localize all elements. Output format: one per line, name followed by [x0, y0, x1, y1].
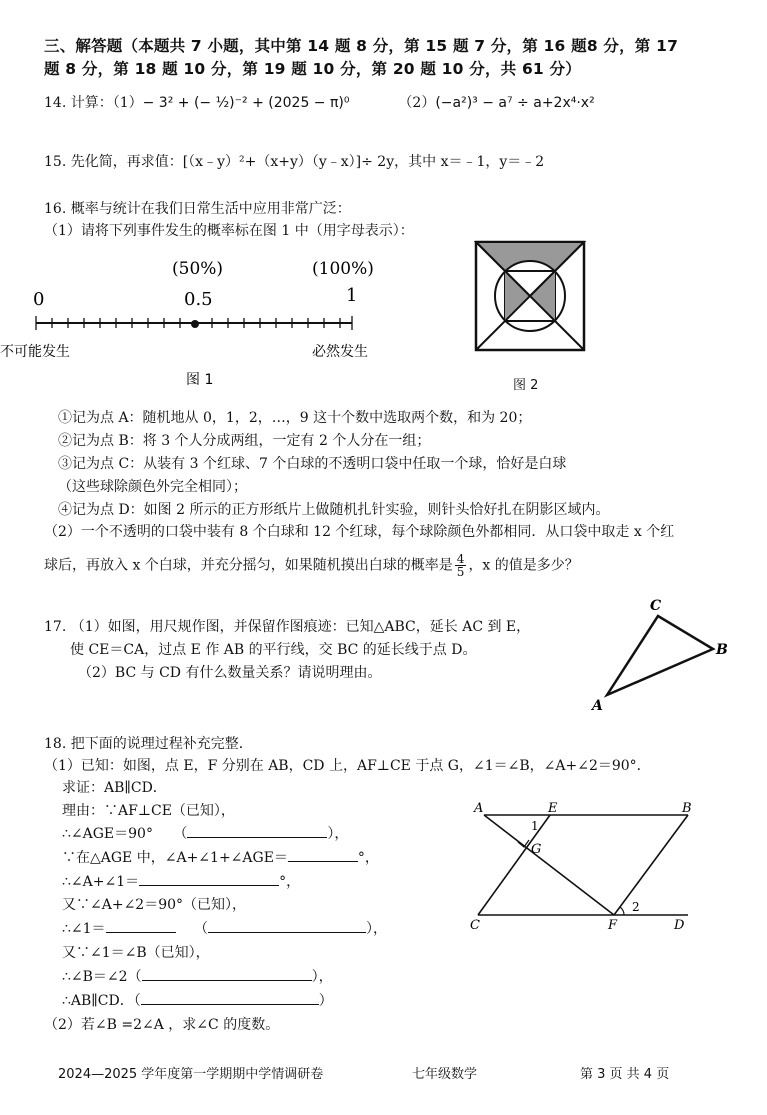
step1-open: （ — [173, 826, 188, 842]
q16-intro: 16. 概率与统计在我们日常生活中应用非常广泛： — [44, 201, 351, 217]
q14 — [44, 92, 595, 112]
fig1-caption: 图 1 — [186, 372, 214, 388]
section-heading-line2: 题 8 分，第 18 题 10 分，第 19 题 10 分，第 20 题 10 分，共 61 分） — [44, 60, 581, 78]
step5-text: ∴∠1＝ — [62, 921, 106, 937]
q16-item-C: ③记为点 C：从装有 3 个红球、7 个白球的不透明口袋中任取一个球，恰好是白球 — [58, 456, 567, 472]
q18-step7 — [62, 966, 333, 986]
caption-certain: 必然发生 — [312, 344, 368, 360]
segment-fb — [614, 815, 688, 915]
q18-step5 — [62, 918, 387, 938]
q18-step8 — [62, 990, 333, 1010]
blank-step1[interactable] — [187, 823, 327, 838]
step5-open: （ — [194, 921, 208, 937]
q17-line3: （2）BC 与 CD 有什么数量关系？请说明理由。 — [78, 665, 382, 681]
triangle-abc-figure — [586, 594, 736, 718]
fig2-caption: 图 2 — [513, 378, 539, 393]
q16-part2-line2 — [44, 553, 579, 578]
fraction-numerator: 4 — [456, 552, 465, 566]
q15-text: 15. 先化简，再求值：[（x﹣y）²+（x+y）（y﹣x）]÷ 2y，其中 x＝﹣1，y＝﹣2 — [44, 154, 545, 170]
tick-label-05: 0.5 — [184, 289, 213, 310]
figure-2-square — [474, 240, 586, 352]
blank-step5b[interactable] — [208, 918, 366, 933]
half-point-dot — [191, 320, 199, 328]
step2-text: ∵在△AGE 中，∠A+∠1+∠AGE＝ — [62, 850, 288, 866]
fig-label-E: E — [548, 801, 558, 816]
q14-label: 14. 计算：（1） — [44, 95, 143, 111]
tick-label-1: 1 — [346, 285, 358, 306]
step8-text: ∴AB∥CD．（ — [62, 993, 141, 1009]
parallel-lines-figure — [466, 796, 706, 936]
q14-part2: (−a²)³ − a⁷ ÷ a+2x⁴·x² — [435, 95, 595, 111]
label-50: (50%) — [172, 259, 224, 279]
label-A: A — [592, 698, 603, 714]
fig-label-D: D — [674, 918, 685, 933]
q18-reason: 理由：∵AF⊥CE（已知）， — [62, 803, 235, 819]
q16-part2-text-b: ，x 的值是多少？ — [468, 557, 579, 574]
label-C: C — [650, 598, 662, 614]
q18-part2: （2）若∠B =2∠A ，求∠C 的度数。 — [44, 1017, 280, 1033]
q16-part2-text-a: 球后，再放入 x 个白球，并充分摇匀，如果随机摸出白球的概率是 — [44, 557, 453, 574]
fig-label-F: F — [608, 918, 618, 933]
footer-page-number: 第 3 页 共 4 页 — [580, 1067, 670, 1082]
q16-part2-line1: （2）一个不透明的口袋中装有 8 个白球和 12 个红球，每个球除颜色外都相同．从口袋中取走 x 个红 — [44, 524, 675, 540]
blank-step3[interactable] — [139, 871, 279, 886]
q16-item-D: ④记为点 D：如图 2 所示的正方形纸片上做随机扎针实验，则针头恰好扎在阴影区域内。 — [58, 502, 610, 518]
fig-label-B: B — [682, 801, 692, 816]
footer-subject: 七年级数学 — [412, 1067, 478, 1082]
blank-step2[interactable] — [288, 847, 358, 862]
q18-step6: 又∵∠1＝∠B（已知）， — [62, 945, 210, 961]
angle-2-arc — [620, 907, 624, 915]
q18-title: 18. 把下面的说理过程补充完整． — [44, 736, 253, 752]
blank-step8[interactable] — [141, 990, 319, 1005]
section-heading-line1: 三、解答题（本题共 7 小题，其中第 14 题 8 分，第 15 题 7 分，第 16 题8 分，第 17 — [44, 37, 679, 55]
q18-step1 — [62, 823, 348, 843]
segment-ec — [478, 815, 550, 915]
fig-label-A: A — [474, 801, 484, 816]
q16-item-C-note: （这些球除颜色外完全相同）； — [58, 479, 247, 495]
step8-close: ） — [318, 993, 333, 1009]
q14-part1: − 3² + (− ½)⁻² + (2025 − π)⁰ — [142, 95, 350, 111]
segment-af — [484, 815, 614, 915]
step3-text: ∴∠A+∠1＝ — [62, 874, 140, 890]
step1-close: ）， — [327, 826, 349, 842]
q18-prove: 求证：AB∥CD． — [62, 780, 167, 796]
fig-label-C: C — [470, 918, 480, 933]
fraction-4-5 — [455, 553, 467, 578]
q17-line1: 17. （1）如图，用尺规作图，并保留作图痕迹：已知△ABC，延长 AC 到 E， — [44, 619, 531, 635]
q17-line2: 使 CE＝CA，过点 E 作 AB 的平行线，交 BC 的延长线于点 D。 — [70, 642, 477, 658]
step3-close: °， — [279, 874, 301, 890]
q18-step2 — [62, 847, 379, 867]
fraction-denominator: 5 — [456, 565, 465, 579]
q18-given: （1）已知：如图，点 E，F 分别在 AB，CD 上，AF⊥CE 于点 G，∠1＝∠B，∠A+∠2＝90°． — [44, 758, 651, 774]
step2-close: °， — [357, 850, 379, 866]
footer-exam-title: 2024—2025 学年度第一学期期中学情调研卷 — [58, 1067, 324, 1082]
step5-close: ）， — [366, 921, 387, 937]
fig-label-G: G — [531, 842, 542, 857]
step7-text: ∴∠B＝∠2（ — [62, 969, 142, 985]
q18-step4: 又∵∠A+∠2＝90°（已知）， — [62, 897, 247, 913]
step7-close: ）， — [311, 969, 333, 985]
blank-step7[interactable] — [142, 966, 312, 981]
label-100: (100%) — [312, 259, 374, 279]
triangle-abc — [607, 616, 713, 695]
fig-label-angle-2: 2 — [632, 900, 640, 914]
tick-label-0: 0 — [33, 289, 45, 310]
step1-text: ∴∠AGE＝90° — [62, 826, 153, 842]
q18-step3 — [62, 871, 300, 891]
number-line-figure — [0, 250, 400, 390]
q16-part1: （1）请将下列事件发生的概率标在图 1 中（用字母表示）： — [44, 223, 414, 239]
fig-label-angle-1: 1 — [531, 819, 539, 833]
q16-item-B: ②记为点 B：将 3 个人分成两组，一定有 2 个人分在一组； — [58, 433, 431, 449]
q16-item-A: ①记为点 A：随机地从 0，1，2，…，9 这十个数中选取两个数，和为 20； — [58, 410, 532, 426]
q14-part2-label: （2） — [398, 95, 436, 111]
caption-impossible: 不可能发生 — [0, 344, 70, 360]
label-B: B — [716, 642, 728, 658]
blank-step5a[interactable] — [106, 918, 176, 933]
